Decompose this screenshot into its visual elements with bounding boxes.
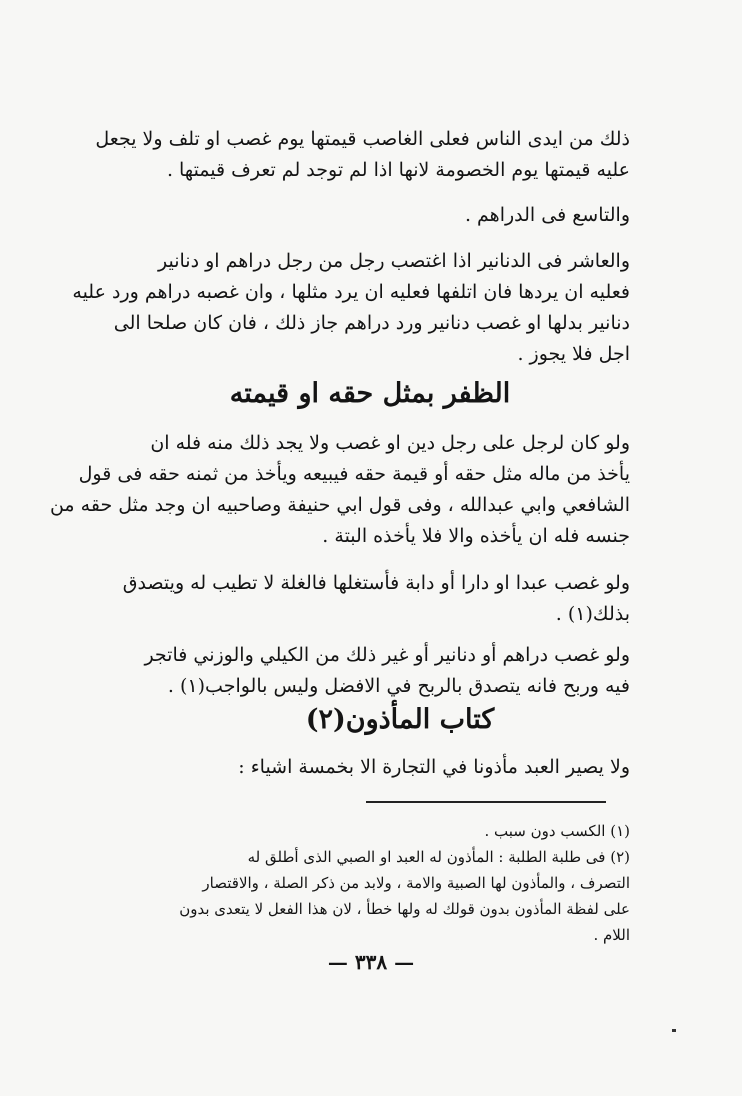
chapter-heading: كتاب المأذون(٢) (305, 704, 495, 735)
text-line: دنانير بدلها او غصب دنانير ورد دراهم جاز ذلك ، فان كان صلحا الى (113, 312, 630, 334)
text-line: جنسه فله ان يأخذه والا فلا يأخذه البتة . (322, 525, 630, 547)
text-line: فعليه ان يردها فان اتلفها فعليه ان يرد مثلها ، وان غصبه دراهم ورد عليه (72, 281, 630, 303)
text-line: والتاسع فى الدراهم . (464, 204, 630, 226)
section-heading: الظفر بمثل حقه او قيمته (229, 378, 511, 409)
footnote-divider (366, 801, 606, 803)
text-line: والعاشر فى الدنانير اذا اغتصب رجل من رجل دراهم او دنانير (158, 250, 630, 272)
text-line: عليه قيمتها يوم الخصومة لانها اذا لم توجد لم تعرف قيمتها . (166, 159, 630, 181)
paragraph-tenth-dinars (72, 246, 630, 370)
paragraph-right-to-recover (49, 428, 630, 552)
footnotes (100, 818, 630, 948)
footnote-line: اللام . (593, 926, 630, 944)
footnote-line: على لفظة المأذون بدون قولك له ولها خطأ ، لان هذا الفعل لا يتعدى بدون (179, 900, 630, 918)
text-line: بذلك(١) . (555, 603, 630, 625)
print-speck (672, 1029, 676, 1032)
footnote-line: (١) الكسب دون سبب . (484, 822, 630, 840)
page-number: — ٣٣٨ — (327, 950, 415, 974)
text-line: يأخذ من ماله مثل حقه أو قيمة حقه فيبيعه ويأخذ من ثمنه حقه فى قول (78, 463, 630, 485)
paragraph-usurped-money-trade (108, 640, 630, 702)
text-line: ولو غصب دراهم أو دنانير أو غير ذلك من الكيلي والوزني فاتجر (144, 644, 630, 666)
text-line: ذلك من ايدى الناس فعلى الغاصب قيمتها يوم غصب او تلف ولا يجعل (95, 128, 630, 150)
paragraph-permission-conditions (108, 752, 630, 783)
footnote-line: التصرف ، والمأذون لها الصبية والامة ، ولابد من ذكر الصلة ، والاقتصار (202, 874, 630, 892)
text-line: اجل فلا يجوز . (517, 343, 630, 365)
paragraph-value-at-seizure (95, 124, 630, 186)
text-line: الشافعي وابي عبدالله ، وفى قول ابي حنيفة وصاحبيه ان وجد مثل حقه من (49, 494, 630, 516)
text-line: ولو كان لرجل على رجل دين او غصب ولا يجد ذلك منه فله ان (150, 432, 630, 454)
text-line: فيه وربح فانه يتصدق بالربح في الافضل وليس بالواجب(١) . (167, 675, 630, 697)
text-line: ولو غصب عبدا او دارا أو دابة فأستغلها فالغلة لا تطيب له ويتصدق (122, 572, 630, 594)
paragraph-usurped-slave (108, 568, 630, 630)
paragraph-ninth-dirhams (108, 200, 630, 231)
text-line: ولا يصير العبد مأذونا في التجارة الا بخمسة اشياء : (238, 756, 630, 778)
footnote-line: (٢) فى طلبة الطلبة : المأذون له العبد او الصبي الذى أطلق له (247, 848, 630, 866)
